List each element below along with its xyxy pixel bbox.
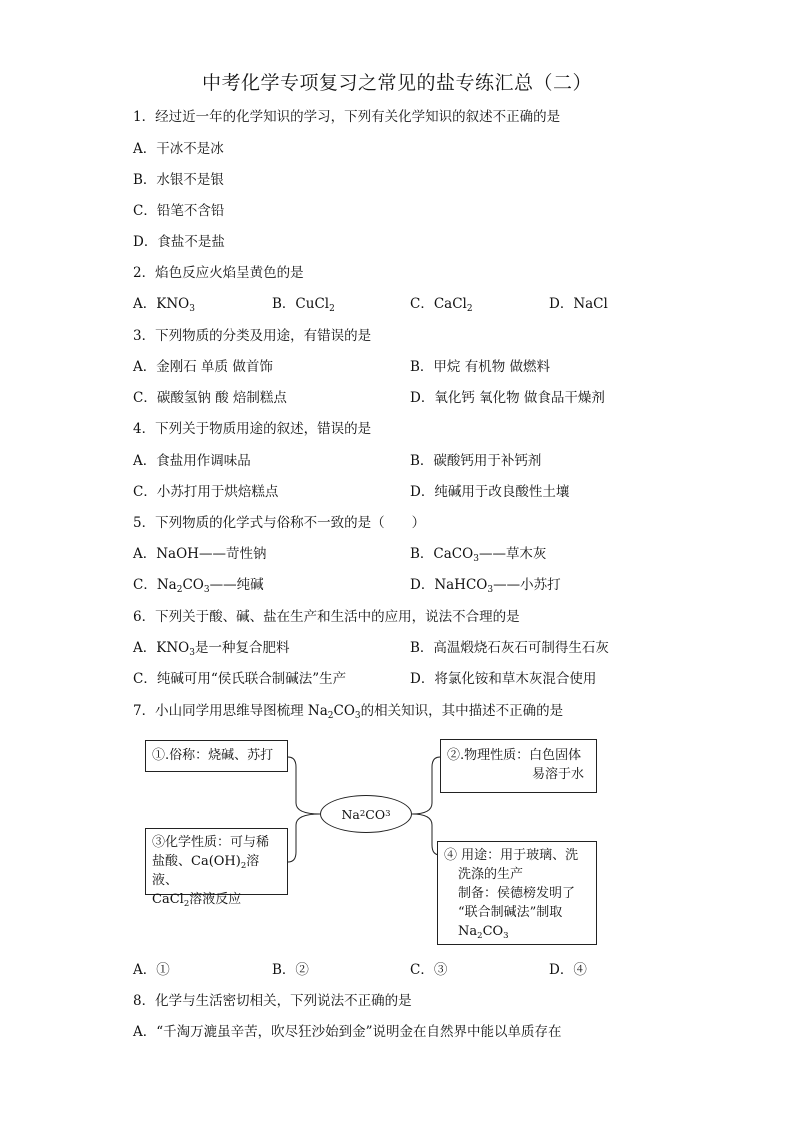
- box-4-line-4: “联合制碱法”制取: [458, 905, 563, 920]
- question-6-stem: 6．下列关于酸、碱、盐在生产和生活中的应用，说法不合理的是: [133, 609, 520, 625]
- question-6-option-c: C．纯碱可用“侯氏联合制碱法”生产: [133, 671, 347, 687]
- question-1-option-a: A．干冰不是冰: [133, 141, 224, 157]
- question-4-stem: 4．下列关于物质用途的叙述，错误的是: [133, 421, 372, 437]
- question-5-stem: 5．下列物质的化学式与俗称不一致的是（ ）: [133, 515, 426, 531]
- question-7-option-c: C．③: [410, 962, 448, 978]
- box-3-line-2: 盐酸、$Ca(OH)_2$溶液、: [152, 854, 260, 888]
- question-4-option-b: B．碳酸钙用于补钙剂: [410, 453, 542, 469]
- question-6-option-b: B．高温煅烧石灰石可制得生石灰: [410, 640, 609, 656]
- box-4-line-2: 洗涤的生产: [458, 867, 524, 882]
- question-4-option-c: C．小苏打用于烘焙糕点: [133, 484, 279, 500]
- question-2-option-b: B．CuCl$_2$: [272, 296, 335, 314]
- box-4-line-1: ④ 用途：用于玻璃、洗: [444, 848, 579, 863]
- question-7-stem: 7．小山同学用思维导图梳理 $Na_2CO_3$的相关知识，其中描述不正确的是: [133, 703, 564, 721]
- question-5-option-a: A．NaOH——苛性钠: [133, 546, 267, 562]
- question-2-option-d: D．NaCl: [549, 296, 608, 312]
- question-5-option-c: C．$Na_2CO_3——$纯碱: [133, 577, 264, 595]
- mind-map-box-1: [145, 740, 288, 772]
- question-3-stem: 3．下列物质的分类及用途，有错误的是: [133, 328, 372, 344]
- mind-map-center: Na 2 CO 3: [320, 795, 412, 833]
- question-2-stem: 2．焰色反应火焰呈黄色的是: [133, 265, 304, 281]
- box-4-line-3: 制备：侯德榜发明了: [458, 886, 576, 901]
- question-8-stem: 8．化学与生活密切相关，下列说法不正确的是: [133, 993, 412, 1009]
- page-title: 中考化学专项复习之常见的盐专练汇总（二）: [201, 72, 592, 94]
- question-3-option-c: C．碳酸氢钠 酸 焙制糕点: [133, 390, 287, 406]
- question-4-option-d: D．纯碱用于改良酸性土壤: [410, 484, 570, 500]
- box-2-line-1: ②.物理性质：白色固体: [447, 748, 582, 763]
- mind-map-box-3: [145, 828, 288, 909]
- question-8-option-a: A．“千淘万漉虽辛苦，吹尽狂沙始到金”说明金在自然界中能以单质存在: [133, 1024, 562, 1040]
- question-1-stem: 1．经过近一年的化学知识的学习，下列有关化学知识的叙述不正确的是: [133, 109, 561, 125]
- question-2-option-a: A．$KNO_3$: [133, 296, 195, 314]
- question-5-option-d: D．NaHCO$_3$——小苏打: [410, 577, 561, 595]
- question-6-option-d: D．将氯化铵和草木灰混合使用: [410, 671, 597, 687]
- question-2-option-c: C．CaCl$_2$: [410, 296, 473, 314]
- question-7-option-d: D．④: [549, 962, 587, 978]
- box-3-line-1: ③化学性质：可与稀: [152, 835, 270, 850]
- question-3-option-b: B．甲烷 有机物 做燃料: [410, 359, 551, 375]
- mind-map-box-2: [440, 739, 597, 793]
- question-6-option-a: A．$KNO_3$是一种复合肥料: [133, 640, 290, 658]
- box-4-line-5: $Na_2CO_3$: [458, 924, 509, 941]
- question-3-option-d: D．氧化钙 氧化物 做食品干燥剂: [410, 390, 605, 406]
- question-7-option-b: B．②: [272, 962, 309, 978]
- question-3-option-a: A．金刚石 单质 做首饰: [133, 359, 273, 375]
- question-7-option-a: A．①: [133, 962, 170, 978]
- box-3-line-3: CaCl$_2$溶液反应: [152, 892, 242, 909]
- box-1-text: ①.俗称：烧碱、苏打: [152, 748, 274, 763]
- question-4-option-a: A．食盐用作调味品: [133, 453, 251, 469]
- question-5-option-b: B．CaCO$_3$——草木灰: [410, 546, 547, 564]
- box-2-line-2: 易溶于水: [532, 767, 585, 782]
- question-1-option-b: B．水银不是银: [133, 172, 224, 188]
- question-1-option-d: D．食盐不是盐: [133, 234, 225, 250]
- question-1-option-c: C．铅笔不含铅: [133, 203, 225, 219]
- mind-map-box-4: [437, 841, 597, 945]
